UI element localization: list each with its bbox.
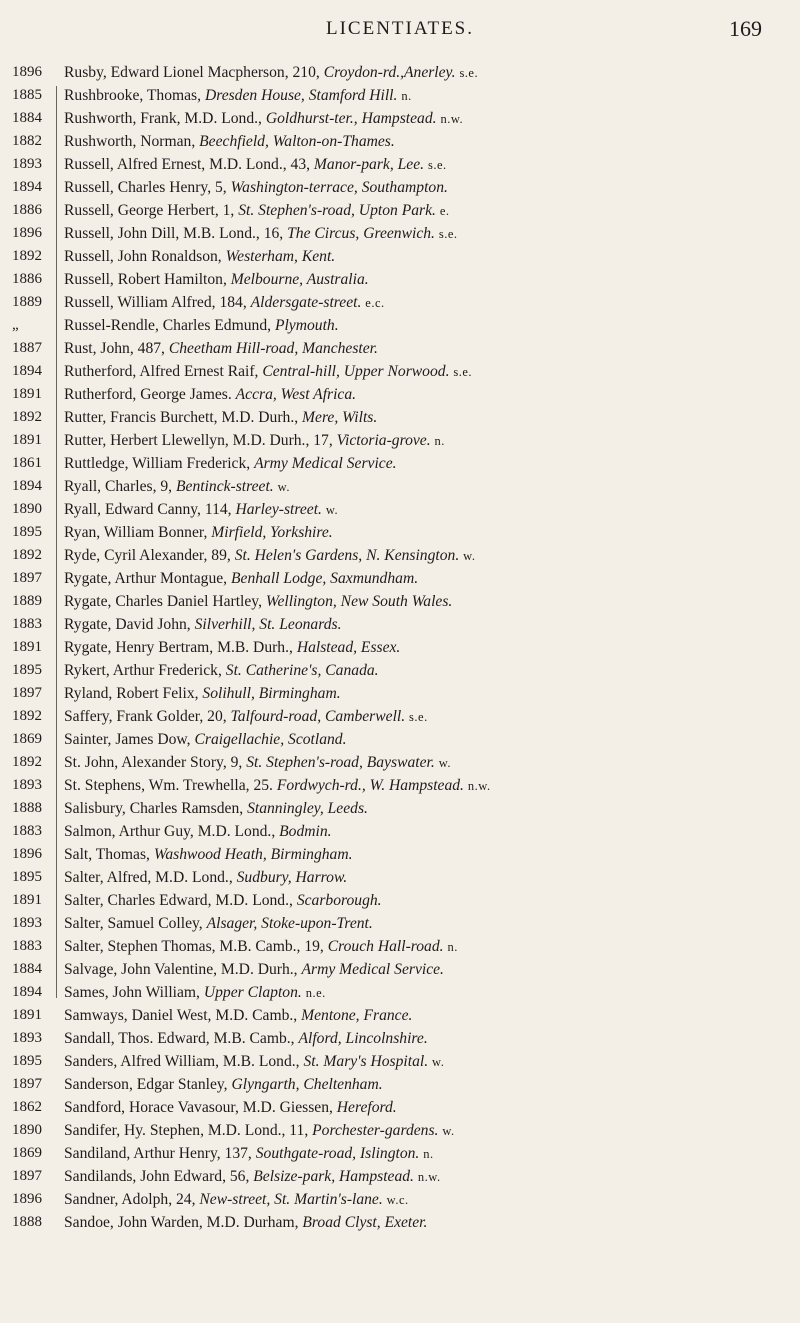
entry-text xyxy=(64,176,796,199)
entry-year: 1886 xyxy=(12,271,42,287)
entry-place: Mentone, France. xyxy=(301,1007,413,1024)
entry-place: Belsize-park, Hampstead. xyxy=(253,1168,414,1185)
entry-year: 1893 xyxy=(12,1030,42,1046)
entry-year: 1887 xyxy=(12,340,42,356)
entry-year: 1892 xyxy=(12,708,42,724)
entry-place: Beechfield, Walton-on-Thames. xyxy=(199,133,395,150)
entry-place: Bodmin. xyxy=(279,823,332,840)
entry-place: Plymouth. xyxy=(274,317,339,334)
entry-name: Russell, Robert Hamilton, xyxy=(64,271,227,288)
entry-district: s.e. xyxy=(453,365,473,379)
entry-district: w. xyxy=(438,756,452,770)
list-item xyxy=(0,1073,800,1096)
entry-year: 1894 xyxy=(12,179,42,195)
list-item xyxy=(0,1096,800,1119)
entry-name: Rutherford, Alfred Ernest Raif, xyxy=(64,363,259,380)
list-item xyxy=(0,544,800,567)
entry-place: Hereford. xyxy=(336,1099,397,1116)
entry-year: 1884 xyxy=(12,110,42,126)
entry-place: Silverhill, St. Leonards. xyxy=(194,616,342,633)
page-number: 169 xyxy=(729,16,762,41)
entry-year: 1893 xyxy=(12,777,42,793)
entry-place: Dresden House, Stamford Hill. xyxy=(204,87,398,104)
entry-district: n.e. xyxy=(305,986,326,1000)
page-header xyxy=(0,14,800,48)
list-item xyxy=(0,291,800,314)
list-item xyxy=(0,61,800,84)
entry-name: Rusby, Edward Lionel Macpherson, 210, xyxy=(64,64,320,81)
list-item xyxy=(0,314,800,337)
entry-place: Croydon-rd.,Anerley. xyxy=(323,64,456,81)
entry-year: 1883 xyxy=(12,616,42,632)
entry-name: Salter, Samuel Colley, xyxy=(64,915,203,932)
entry-place: Washington-terrace, Southampton. xyxy=(230,179,448,196)
entry-name: Russell, Alfred Ernest, M.D. Lond., 43, xyxy=(64,156,311,173)
entry-year: 1895 xyxy=(12,869,42,885)
entry-name: Rykert, Arthur Frederick, xyxy=(64,662,222,679)
list-item xyxy=(0,728,800,751)
entry-place: Accra, West Africa. xyxy=(235,386,357,403)
entry-year: 1893 xyxy=(12,915,42,931)
entry-year: 1896 xyxy=(12,846,42,862)
entry-name: Rushbrooke, Thomas, xyxy=(64,87,202,104)
entry-year: 1886 xyxy=(12,202,42,218)
entry-year: 1897 xyxy=(12,1168,42,1184)
entry-name: Sandifer, Hy. Stephen, M.D. Lond., 11, xyxy=(64,1122,309,1139)
entry-place: Halstead, Essex. xyxy=(296,639,401,656)
entry-place: Crouch Hall-road. xyxy=(327,938,444,955)
list-item xyxy=(0,866,800,889)
list-item xyxy=(0,958,800,981)
entry-text xyxy=(64,590,796,613)
entry-place: Scarborough. xyxy=(296,892,382,909)
list-item xyxy=(0,567,800,590)
entry-year: 1894 xyxy=(12,363,42,379)
entry-text xyxy=(64,521,796,544)
entry-year: 1896 xyxy=(12,225,42,241)
entry-text xyxy=(64,337,796,360)
entry-name: Salisbury, Charles Ramsden, xyxy=(64,800,244,817)
entry-place: Washwood Heath, Birmingham. xyxy=(153,846,353,863)
entry-text xyxy=(64,751,796,775)
entry-name: Salvage, John Valentine, M.D. Durh., xyxy=(64,961,298,978)
entry-place: Melbourne, Australia. xyxy=(230,271,369,288)
entry-place: Benhall Lodge, Saxmundham. xyxy=(231,570,419,587)
entry-text xyxy=(64,314,796,337)
running-title: LICENTIATES. xyxy=(325,18,474,39)
entry-year: 1891 xyxy=(12,1007,42,1023)
entry-place: Fordwych-rd., W. Hampstead. xyxy=(276,777,464,794)
entry-place: Craigellachie, Scotland. xyxy=(194,731,347,748)
entry-name: Salter, Stephen Thomas, M.B. Camb., 19, xyxy=(64,938,324,955)
entry-place: Alsager, Stoke-upon-Trent. xyxy=(206,915,373,932)
entry-year: 1895 xyxy=(12,662,42,678)
entry-text xyxy=(64,107,796,131)
entry-year: 1883 xyxy=(12,938,42,954)
entry-year: 1862 xyxy=(12,1099,42,1115)
entry-name: Sandoe, John Warden, M.D. Durham, xyxy=(64,1214,299,1231)
entry-district: w. xyxy=(277,480,290,494)
entry-place: Cheetham Hill-road, Manchester. xyxy=(168,340,378,357)
entry-text xyxy=(64,1073,796,1096)
entry-text xyxy=(64,728,796,751)
entry-text xyxy=(64,1119,796,1143)
list-item xyxy=(0,199,800,222)
entry-place: Manor-park, Lee. xyxy=(313,156,425,173)
entry-text xyxy=(64,245,796,268)
entry-place: Bentinck-street. xyxy=(176,478,274,495)
entry-district: w. xyxy=(463,549,476,563)
list-item xyxy=(0,912,800,935)
entry-year: 1892 xyxy=(12,248,42,264)
entry-year: 1896 xyxy=(12,1191,42,1207)
entry-text xyxy=(64,820,796,843)
entry-place: Westerham, Kent. xyxy=(225,248,336,265)
list-item xyxy=(0,843,800,866)
entry-name: Rygate, Henry Bertram, M.B. Durh., xyxy=(64,639,293,656)
entry-text xyxy=(64,1096,796,1119)
entry-name: Sainter, James Dow, xyxy=(64,731,191,748)
entry-text xyxy=(64,705,796,729)
entry-place: Goldhurst-ter., Hampstead. xyxy=(265,110,437,127)
list-item xyxy=(0,360,800,383)
entry-name: Ryan, William Bonner, xyxy=(64,524,208,541)
entry-year: 1885 xyxy=(12,87,42,103)
entry-name: Russell, John Ronaldson, xyxy=(64,248,222,265)
entry-name: St. John, Alexander Story, 9, xyxy=(64,754,243,771)
list-item xyxy=(0,751,800,774)
list-item xyxy=(0,153,800,176)
entry-name: Salmon, Arthur Guy, M.D. Lond., xyxy=(64,823,276,840)
entry-year: 1861 xyxy=(12,455,42,471)
list-item xyxy=(0,935,800,958)
entry-text xyxy=(64,1165,796,1189)
entry-text xyxy=(64,406,796,429)
list-item xyxy=(0,1211,800,1234)
entry-text xyxy=(64,291,796,315)
entry-place: Solihull, Birmingham. xyxy=(202,685,341,702)
entry-name: Rygate, Charles Daniel Hartley, xyxy=(64,593,262,610)
entry-text xyxy=(64,360,796,384)
entry-name: Salt, Thomas, xyxy=(64,846,150,863)
list-item xyxy=(0,774,800,797)
list-item xyxy=(0,130,800,153)
entry-district: w. xyxy=(432,1055,445,1069)
entry-year: 1888 xyxy=(12,1214,42,1230)
entry-place: Mirfield, Yorkshire. xyxy=(211,524,333,541)
entry-year: 1889 xyxy=(12,294,42,310)
entry-district: w.c. xyxy=(386,1193,409,1207)
entry-place: St. Helen's Gardens, N. Kensington. xyxy=(234,547,460,564)
entry-text xyxy=(64,1027,796,1050)
entry-text xyxy=(64,61,796,85)
entry-name: St. Stephens, Wm. Trewhella, 25. xyxy=(64,777,273,794)
entry-district: n.w. xyxy=(440,112,464,126)
entry-place: Army Medical Service. xyxy=(254,455,397,472)
list-item xyxy=(0,337,800,360)
entry-district: n. xyxy=(401,89,412,103)
entry-year: 1892 xyxy=(12,754,42,770)
list-item xyxy=(0,613,800,636)
entry-year: 1892 xyxy=(12,409,42,425)
entry-year: 1897 xyxy=(12,570,42,586)
entry-text xyxy=(64,843,796,866)
list-item xyxy=(0,107,800,130)
entry-text xyxy=(64,222,796,246)
entry-name: Sandner, Adolph, 24, xyxy=(64,1191,196,1208)
list-item xyxy=(0,268,800,291)
entry-place: St. Mary's Hospital. xyxy=(303,1053,429,1070)
entry-year: 1894 xyxy=(12,984,42,1000)
entry-district: n.w. xyxy=(417,1170,441,1184)
list-item xyxy=(0,1188,800,1211)
entry-year: 1889 xyxy=(12,593,42,609)
list-item xyxy=(0,452,800,475)
entry-year: 1884 xyxy=(12,961,42,977)
list-item xyxy=(0,383,800,406)
entry-text xyxy=(64,1050,796,1074)
entry-place: St. Stephen's-road, Upton Park. xyxy=(238,202,436,219)
entry-district: w. xyxy=(325,503,339,517)
entry-year: 1888 xyxy=(12,800,42,816)
entry-district: w. xyxy=(442,1124,455,1138)
entry-place: The Circus, Greenwich. xyxy=(287,225,435,242)
entry-place: Mere, Wilts. xyxy=(302,409,378,426)
list-item xyxy=(0,429,800,452)
entry-text xyxy=(64,1142,796,1166)
list-item xyxy=(0,84,800,107)
entry-year: 1895 xyxy=(12,524,42,540)
entry-text xyxy=(64,429,796,453)
list-item xyxy=(0,682,800,705)
entry-text xyxy=(64,682,796,705)
entry-text xyxy=(64,613,796,636)
entry-text xyxy=(64,866,796,889)
entry-name: Rutherford, George James. xyxy=(64,386,232,403)
entry-text xyxy=(64,153,796,177)
entry-name: Rushworth, Norman, xyxy=(64,133,196,150)
entry-text xyxy=(64,1211,796,1234)
entry-district: n.w. xyxy=(467,779,491,793)
entry-name: Sandall, Thos. Edward, M.B. Camb., xyxy=(64,1030,295,1047)
entry-year: 1890 xyxy=(12,501,42,517)
entry-name: Rust, John, 487, xyxy=(64,340,165,357)
entry-place: Sudbury, Harrow. xyxy=(236,869,348,886)
entry-name: Russell, William Alfred, 184, xyxy=(64,294,247,311)
entry-name: Ruttledge, William Frederick, xyxy=(64,455,251,472)
entry-year: 1891 xyxy=(12,892,42,908)
entry-place: Central-hill, Upper Norwood. xyxy=(262,363,450,380)
list-item xyxy=(0,1050,800,1073)
entry-year: 1891 xyxy=(12,639,42,655)
entry-place: Victoria-grove. xyxy=(336,432,431,449)
entry-text xyxy=(64,84,796,108)
entry-text xyxy=(64,498,796,522)
entry-text xyxy=(64,567,796,590)
entry-name: Ryall, Charles, 9, xyxy=(64,478,173,495)
entry-district: n. xyxy=(423,1147,434,1161)
entry-year: 1890 xyxy=(12,1122,42,1138)
entry-place: Harley-street. xyxy=(235,501,322,518)
entry-year: 1897 xyxy=(12,685,42,701)
entry-district: s.e. xyxy=(459,66,479,80)
list-item xyxy=(0,705,800,728)
entry-name: Salter, Alfred, M.D. Lond., xyxy=(64,869,233,886)
list-item xyxy=(0,820,800,843)
entry-place: Aldersgate-street. xyxy=(250,294,362,311)
entry-year: 1891 xyxy=(12,386,42,402)
entry-year: 1882 xyxy=(12,133,42,149)
entry-name: Rutter, Francis Burchett, M.D. Durh., xyxy=(64,409,299,426)
entry-text xyxy=(64,981,796,1005)
entry-name: Sandiland, Arthur Henry, 137, xyxy=(64,1145,252,1162)
entry-text xyxy=(64,636,796,659)
list-item xyxy=(0,176,800,199)
entry-place: Stanningley, Leeds. xyxy=(247,800,368,817)
entry-name: Rygate, David John, xyxy=(64,616,191,633)
entry-place: Porchester-gardens. xyxy=(312,1122,439,1139)
entry-district: n. xyxy=(434,434,445,448)
entry-text xyxy=(64,889,796,912)
entry-district: s.e. xyxy=(409,710,428,724)
entry-name: Ryde, Cyril Alexander, 89, xyxy=(64,547,231,564)
entry-name: Sames, John William, xyxy=(64,984,200,1001)
entry-year: 1894 xyxy=(12,478,42,494)
entry-text xyxy=(64,1004,796,1027)
entry-district: n. xyxy=(447,940,458,954)
entry-district: e. xyxy=(439,204,450,218)
entry-name: Russell, John Dill, M.B. Lond., 16, xyxy=(64,225,284,242)
list-item xyxy=(0,1004,800,1027)
entry-text xyxy=(64,268,796,291)
entry-name: Sanderson, Edgar Stanley, xyxy=(64,1076,228,1093)
entry-place: Wellington, New South Wales. xyxy=(265,593,453,610)
entry-text xyxy=(64,130,796,153)
entry-place: Southgate-road, Islington. xyxy=(255,1145,420,1162)
list-item xyxy=(0,1165,800,1188)
entry-name: Samways, Daniel West, M.D. Camb., xyxy=(64,1007,298,1024)
entry-text xyxy=(64,475,796,499)
list-item xyxy=(0,245,800,268)
entry-year: 1869 xyxy=(12,731,42,747)
entry-name: Rushworth, Frank, M.D. Lond., xyxy=(64,110,262,127)
entry-name: Sanders, Alfred William, M.B. Lond., xyxy=(64,1053,300,1070)
entry-year: „ xyxy=(12,317,19,333)
entry-district: s.e. xyxy=(427,158,447,172)
entry-place: Alford, Lincolnshire. xyxy=(298,1030,428,1047)
entry-name: Rutter, Herbert Llewellyn, M.D. Durh., 17, xyxy=(64,432,333,449)
entry-text xyxy=(64,797,796,820)
entry-year: 1892 xyxy=(12,547,42,563)
entry-place: New-street, St. Martin's-lane. xyxy=(199,1191,383,1208)
entry-place: Army Medical Service. xyxy=(301,961,444,978)
list-item xyxy=(0,475,800,498)
entry-name: Salter, Charles Edward, M.D. Lond., xyxy=(64,892,293,909)
list-item xyxy=(0,498,800,521)
list-item xyxy=(0,636,800,659)
list-item xyxy=(0,797,800,820)
entry-text xyxy=(64,774,796,798)
entry-year: 1897 xyxy=(12,1076,42,1092)
entry-text xyxy=(64,452,796,475)
list-item xyxy=(0,1027,800,1050)
entry-place: St. Catherine's, Canada. xyxy=(225,662,379,679)
entry-place: St. Stephen's-road, Bayswater. xyxy=(246,754,435,771)
list-item xyxy=(0,521,800,544)
list-item xyxy=(0,1142,800,1165)
entry-place: Upper Clapton. xyxy=(203,984,302,1001)
entry-text xyxy=(64,544,796,568)
entry-year: 1895 xyxy=(12,1053,42,1069)
list-item xyxy=(0,222,800,245)
entry-district: s.e. xyxy=(438,227,458,241)
entry-district: e.c. xyxy=(365,296,385,310)
entry-place: Talfourd-road, Camberwell. xyxy=(230,708,406,725)
entry-name: Russell, Charles Henry, 5, xyxy=(64,179,227,196)
list-item xyxy=(0,590,800,613)
entry-text xyxy=(64,659,796,682)
list-item xyxy=(0,659,800,682)
entry-name: Ryland, Robert Felix, xyxy=(64,685,199,702)
entry-text xyxy=(64,935,796,959)
list-item xyxy=(0,406,800,429)
entry-place: Glyngarth, Cheltenham. xyxy=(231,1076,383,1093)
entry-year: 1883 xyxy=(12,823,42,839)
entry-name: Russel-Rendle, Charles Edmund, xyxy=(64,317,272,334)
entry-name: Rygate, Arthur Montague, xyxy=(64,570,228,587)
entry-text xyxy=(64,958,796,981)
entry-year: 1896 xyxy=(12,64,42,80)
entry-name: Russell, George Herbert, 1, xyxy=(64,202,235,219)
entry-name: Ryall, Edward Canny, 114, xyxy=(64,501,232,518)
entry-name: Sandilands, John Edward, 56, xyxy=(64,1168,250,1185)
list-item xyxy=(0,889,800,912)
entry-text xyxy=(64,1188,796,1212)
list-item xyxy=(0,981,800,1004)
entry-place: Broad Clyst, Exeter. xyxy=(302,1214,428,1231)
entry-year: 1893 xyxy=(12,156,42,172)
entry-year: 1891 xyxy=(12,432,42,448)
entry-text xyxy=(64,199,796,223)
licentiates-list xyxy=(0,61,800,1234)
entry-name: Saffery, Frank Golder, 20, xyxy=(64,708,227,725)
list-item xyxy=(0,1119,800,1142)
entry-name: Sandford, Horace Vavasour, M.D. Giessen, xyxy=(64,1099,333,1116)
entry-text xyxy=(64,383,796,406)
entry-year: 1869 xyxy=(12,1145,42,1161)
entry-text xyxy=(64,912,796,935)
